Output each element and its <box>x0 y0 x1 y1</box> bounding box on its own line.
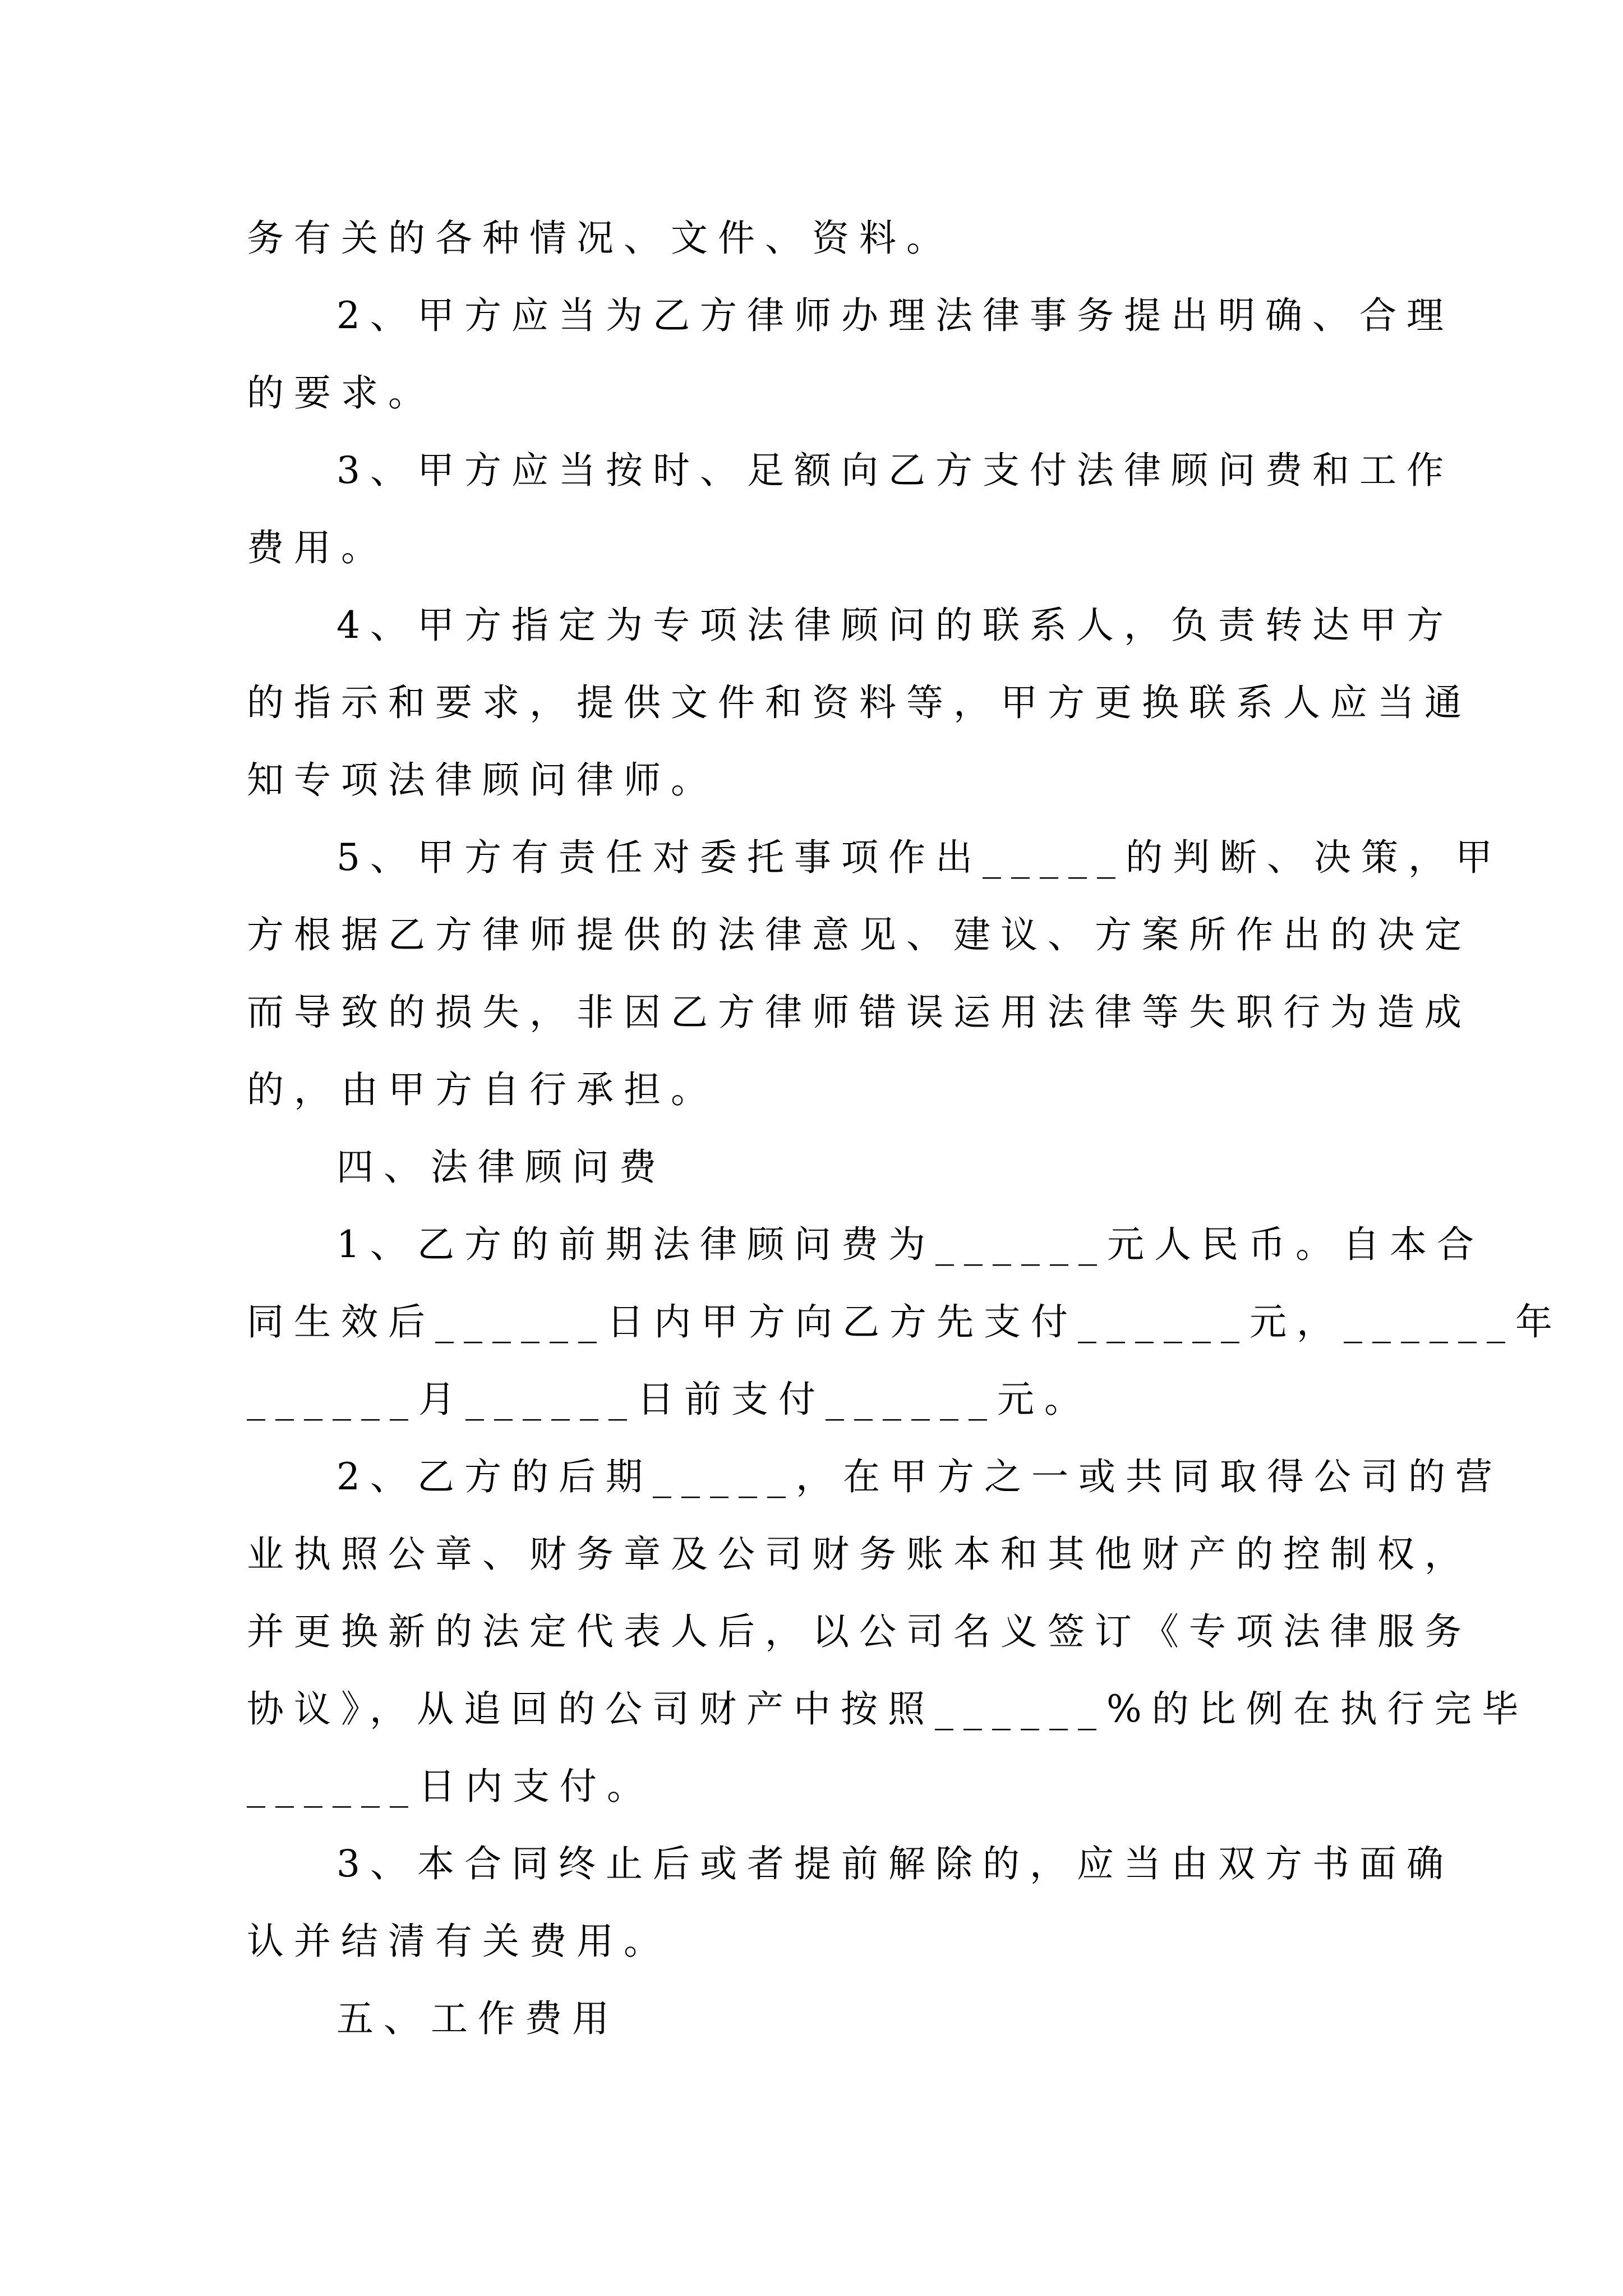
section-heading: 五、工作费用 <box>336 1997 619 2040</box>
text-line: 的指示和要求，提供文件和资料等，甲方更换联系人应当通 <box>247 681 1472 724</box>
text-line: 而导致的损失，非因乙方律师错误运用法律等失职行为造成 <box>247 991 1472 1034</box>
text-line: 1、乙方的前期法律顾问费为______元人民币。自本合 <box>336 1223 1484 1266</box>
text-line: ______日内支付。 <box>247 1765 654 1808</box>
text-line: 3、甲方应当按时、足额向乙方支付法律顾问费和工作 <box>336 449 1454 492</box>
text-line: 知专项法律顾问律师。 <box>247 758 718 802</box>
text-line: ______月______日前支付______元。 <box>247 1378 1091 1421</box>
text-line: 协议》，从追回的公司财产中按照______%的比例在执行完毕 <box>247 1687 1529 1731</box>
text-line: 业执照公章、财务章及公司财务账本和其他财产的控制权， <box>247 1533 1472 1576</box>
text-line: 3、本合同终止后或者提前解除的，应当由双方书面确 <box>336 1842 1454 1885</box>
text-line: 2、甲方应当为乙方律师办理法律事务提出明确、合理 <box>336 294 1454 337</box>
text-line: 5、甲方有责任对委托事项作出_____的判断、决策，甲 <box>336 836 1502 879</box>
text-line: 2、乙方的后期_____，在甲方之一或共同取得公司的营 <box>336 1455 1502 1498</box>
text-line: 务有关的各种情况、文件、资料。 <box>247 217 953 260</box>
text-line: 方根据乙方律师提供的法律意见、建议、方案所作出的决定 <box>247 913 1472 956</box>
text-line: 同生效后______日内甲方向乙方先支付______元，______年 <box>247 1300 1562 1343</box>
text-line: 认并结清有关费用。 <box>247 1920 671 1963</box>
text-line: 4、甲方指定为专项法律顾问的联系人，负责转达甲方 <box>336 604 1454 647</box>
text-line: 并更换新的法定代表人后，以公司名义签订《专项法律服务 <box>247 1610 1472 1653</box>
text-line: 的，由甲方自行承担。 <box>247 1068 718 1111</box>
section-heading: 四、法律顾问费 <box>336 1145 666 1189</box>
text-line: 的要求。 <box>247 371 435 415</box>
text-line: 费用。 <box>247 526 388 569</box>
